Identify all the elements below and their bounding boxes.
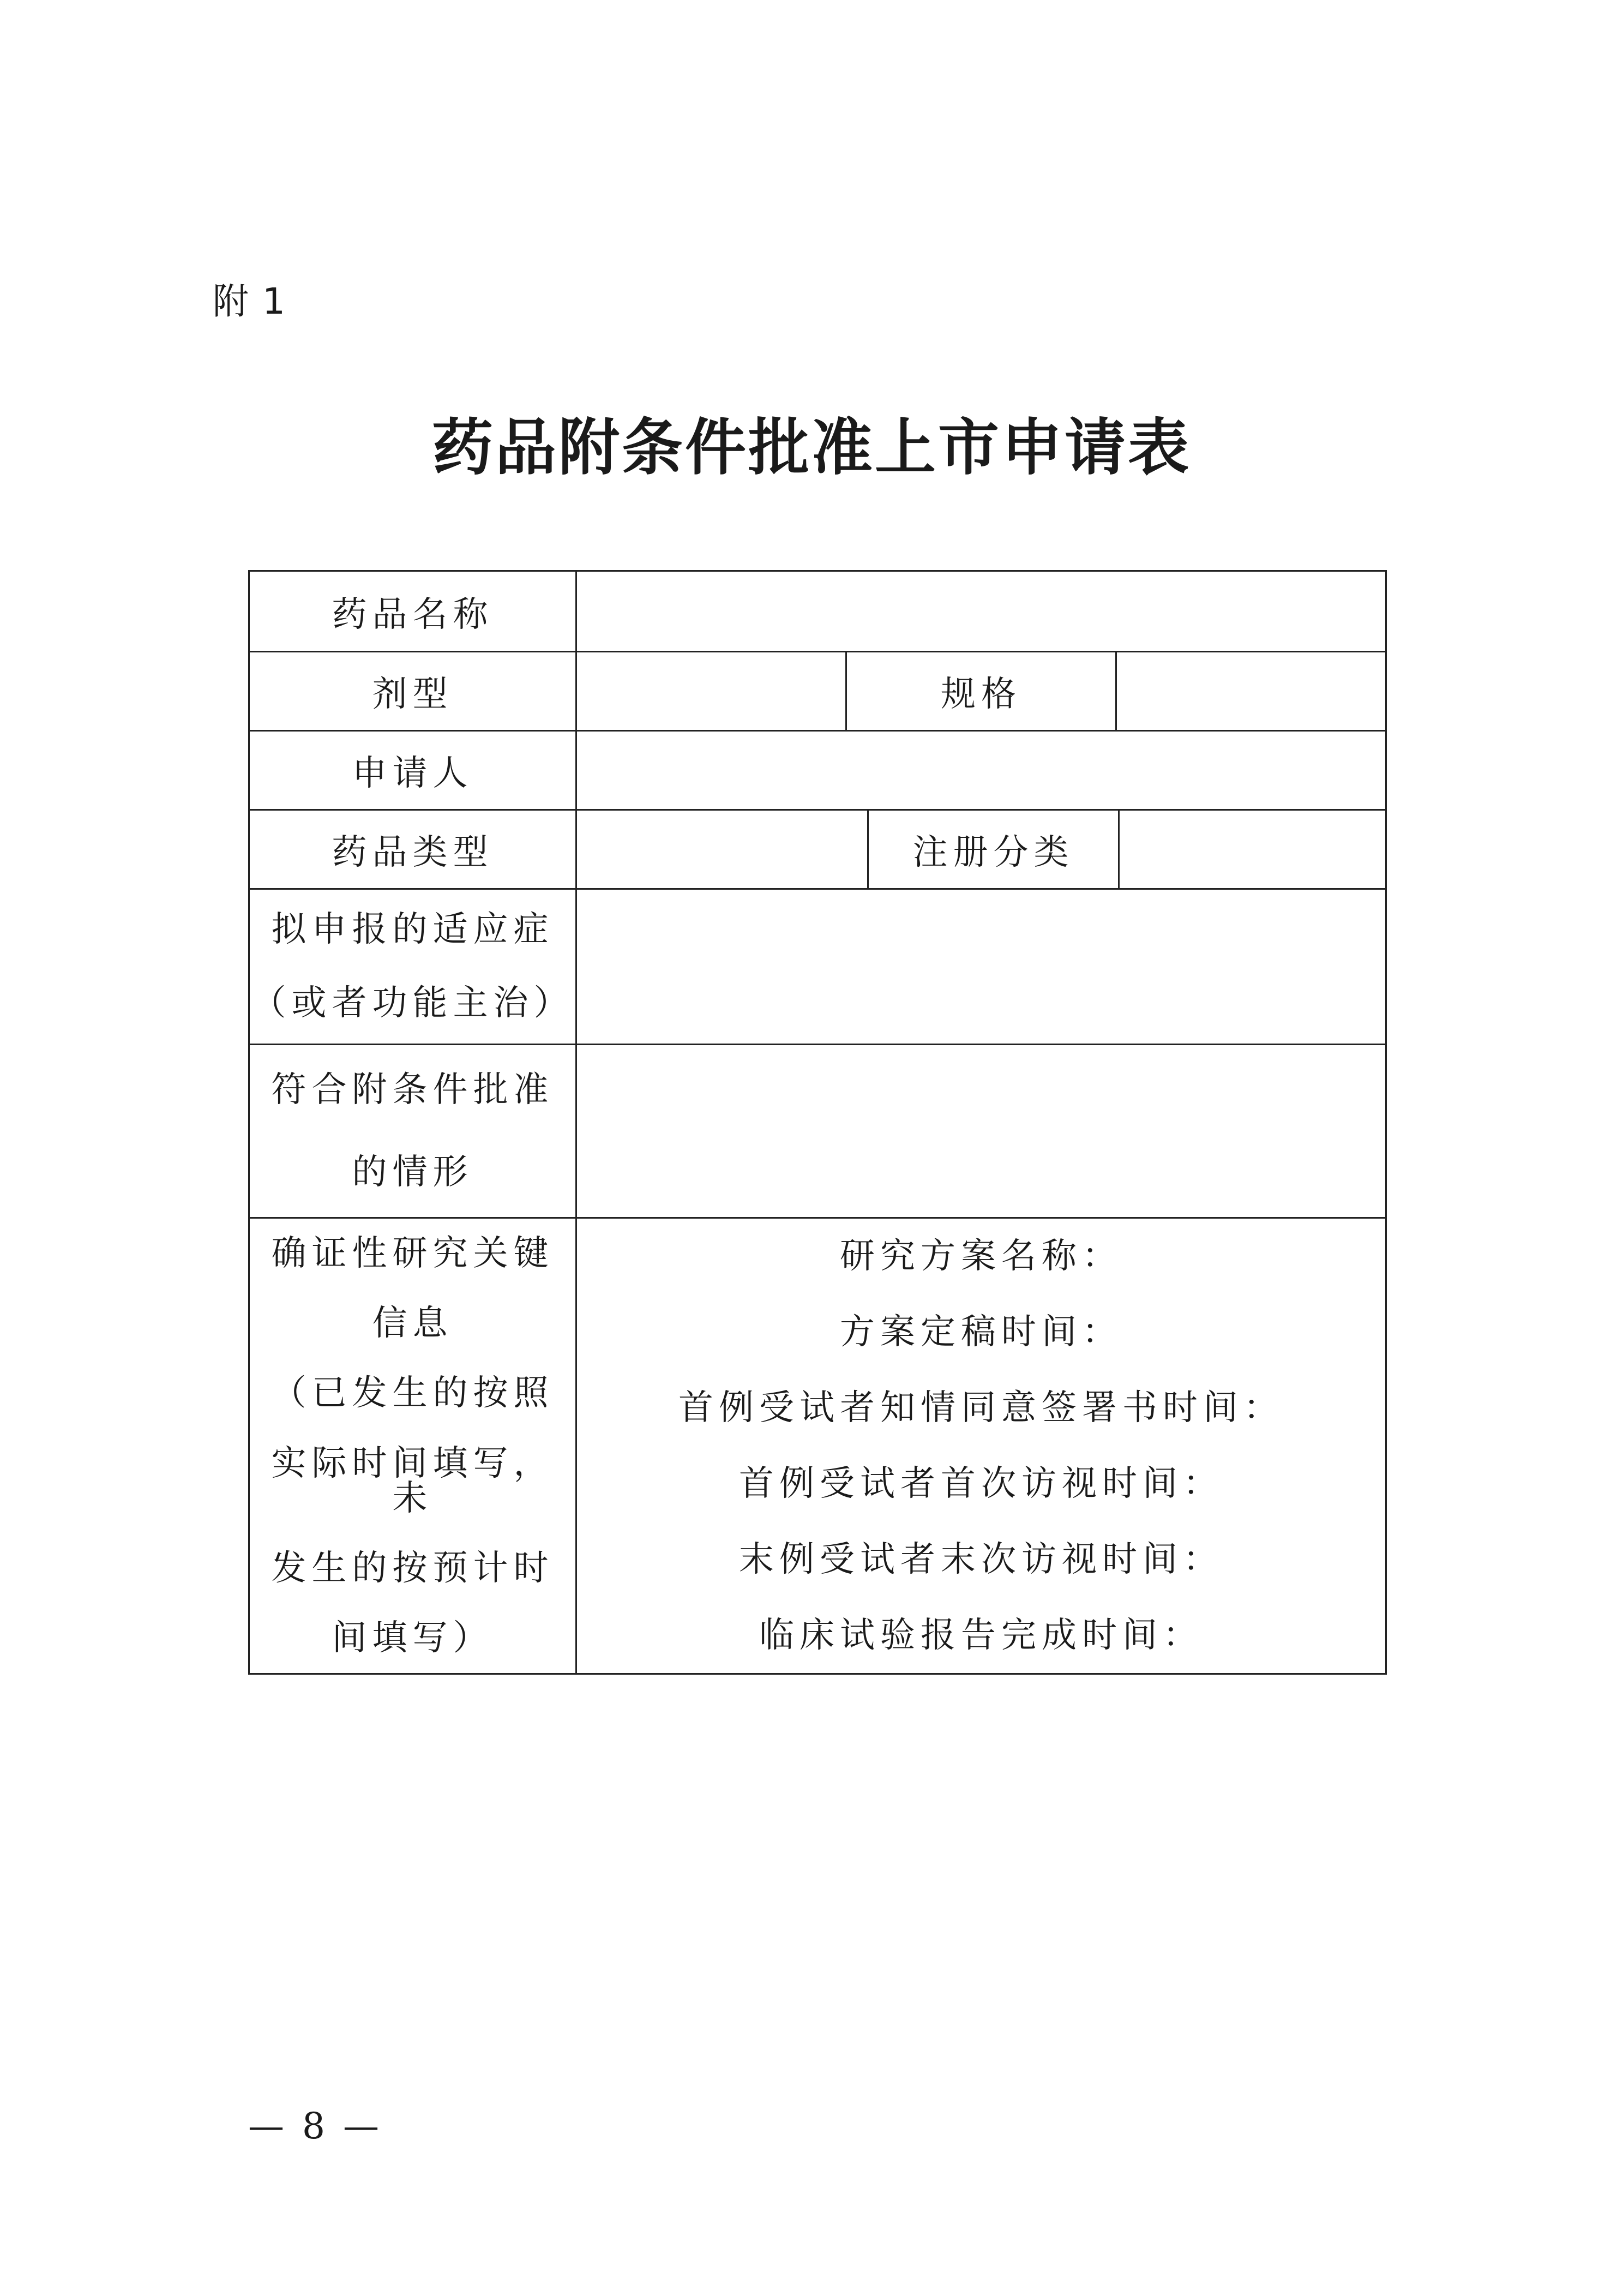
attachment-label: 附 1 — [213, 280, 286, 322]
page-number: — 8 — — [248, 2105, 382, 2147]
application-form-table — [248, 570, 1387, 1675]
row-drug-name — [250, 572, 1385, 651]
study-protocol-name-field[interactable]: 研究方案名称： — [840, 1236, 1122, 1277]
indication-field[interactable] — [577, 890, 1385, 1044]
dosage-form-label: 剂型 — [372, 674, 453, 715]
row-drug-type — [250, 809, 1385, 888]
specification-label: 规格 — [941, 674, 1021, 715]
key-study-info-label — [250, 1219, 575, 1673]
row-key-study-info — [250, 1217, 1385, 1673]
dosage-form-field[interactable] — [577, 652, 845, 730]
last-subject-last-visit-field[interactable]: 末例受试者末次访视时间： — [739, 1539, 1223, 1580]
conditions-label — [250, 1045, 575, 1217]
conditions-label-line: 的情形 — [352, 1152, 473, 1193]
drug-name-field[interactable] — [577, 572, 1385, 651]
applicant-label: 申请人 — [352, 753, 473, 794]
key-info-label-line: 实际时间填写，未 — [271, 1443, 554, 1519]
specification-field[interactable] — [1117, 652, 1385, 730]
registration-class-field[interactable] — [1120, 811, 1385, 888]
row-conditions — [250, 1044, 1385, 1217]
row-indication — [250, 888, 1385, 1044]
key-info-label-line: （已发生的按照 — [271, 1373, 554, 1414]
key-info-label-line: 确证性研究关键 — [271, 1233, 554, 1274]
protocol-finalized-date-field[interactable]: 方案定稿时间： — [840, 1312, 1122, 1353]
first-subject-first-visit-field[interactable]: 首例受试者首次访视时间： — [739, 1463, 1223, 1504]
drug-type-field[interactable] — [577, 811, 867, 888]
indication-label-line: （或者功能主治） — [251, 983, 574, 1024]
applicant-field[interactable] — [577, 732, 1385, 809]
conditions-field[interactable] — [577, 1045, 1385, 1217]
indication-label — [250, 890, 575, 1044]
clinical-report-completion-field[interactable]: 临床试验报告完成时间： — [759, 1615, 1203, 1656]
key-info-label-line: 发生的按预计时 — [271, 1548, 554, 1588]
first-consent-date-field[interactable]: 首例受试者知情同意签署书时间： — [678, 1388, 1284, 1429]
row-dosage-spec — [250, 651, 1385, 730]
key-study-info-fields — [577, 1219, 1385, 1673]
drug-name-label: 药品名称 — [332, 594, 494, 635]
drug-type-label: 药品类型 — [332, 832, 494, 873]
registration-class-label: 注册分类 — [912, 832, 1074, 873]
conditions-label-line: 符合附条件批准 — [271, 1069, 554, 1110]
key-info-label-line: 信息 — [372, 1303, 453, 1344]
row-applicant — [250, 730, 1385, 809]
indication-label-line: 拟申报的适应症 — [271, 909, 554, 950]
page-title: 药品附条件批准上市申请表 — [432, 412, 1191, 483]
key-info-label-line: 间填写） — [332, 1617, 494, 1658]
